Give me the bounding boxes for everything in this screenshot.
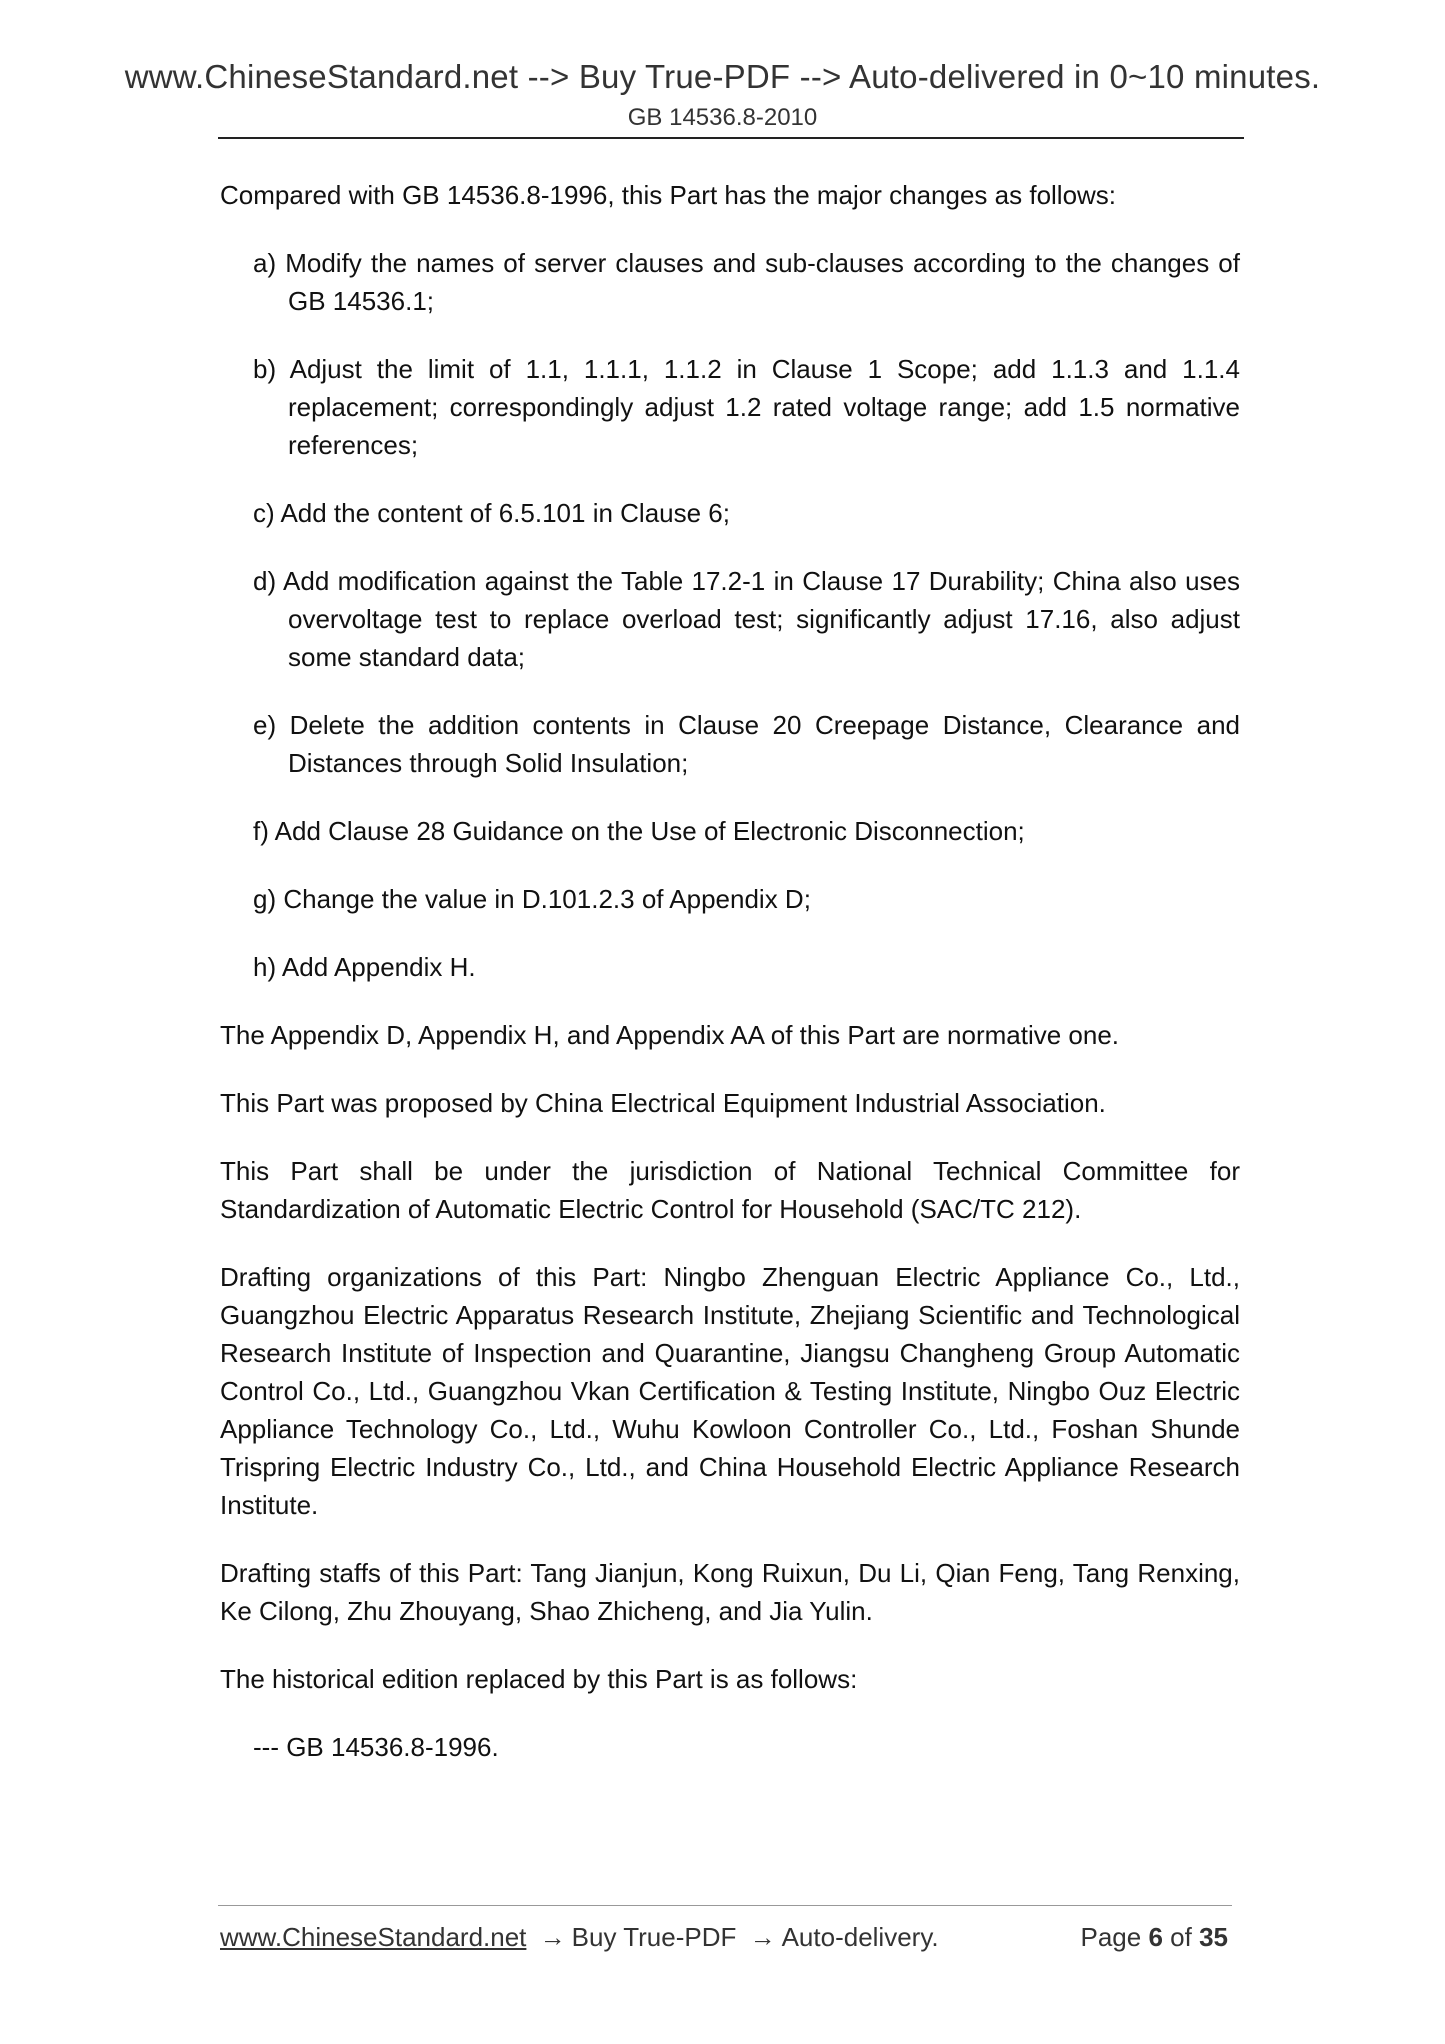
change-item-c: c) Add the content of 6.5.101 in Clause 6; bbox=[253, 498, 730, 528]
site-link[interactable]: www.ChineseStandard.net bbox=[220, 1922, 527, 1952]
historical-edition: --- GB 14536.8-1996. bbox=[253, 1732, 499, 1762]
historical-intro: The historical edition replaced by this Part is as follows: bbox=[220, 1664, 858, 1694]
change-item-a: a) Modify the names of server clauses and sub-clauses according to the changes of GB 14536.1; bbox=[253, 248, 1240, 316]
change-item-f: f) Add Clause 28 Guidance on the Use of Electronic Disconnection; bbox=[253, 816, 1025, 846]
header-banner: www.ChineseStandard.net --> Buy True-PDF --> Auto-delivered in 0~10 minutes. bbox=[124, 58, 1321, 95]
current-page: 6 bbox=[1148, 1922, 1163, 1952]
page-of: of bbox=[1170, 1922, 1192, 1952]
appendix-note: The Appendix D, Appendix H, and Appendix AA of this Part are normative one. bbox=[220, 1020, 1120, 1050]
header-divider bbox=[218, 137, 1244, 139]
arrow-right-icon: → bbox=[749, 1922, 776, 1952]
drafting-staff: Drafting staffs of this Part: Tang Jianjun, Kong Ruixun, Du Li, Qian Feng, Tang Renxing, Ke Cilong, Zhu Zhouyang, Shao Zhicheng, and Jia Yulin. bbox=[220, 1558, 1240, 1626]
document-body bbox=[220, 176, 1240, 1766]
proposed-by: This Part was proposed by China Electrical Equipment Industrial Association. bbox=[220, 1088, 1106, 1118]
arrow-right-icon: → bbox=[539, 1922, 566, 1952]
change-item-b: b) Adjust the limit of 1.1, 1.1.1, 1.1.2 in Clause 1 Scope; add 1.1.3 and 1.1.4 replacement; correspondingly adjust 1.2 rated voltage range; add 1.5 normative references; bbox=[253, 354, 1240, 460]
change-item-d: d) Add modification against the Table 17.2-1 in Clause 17 Durability; China also uses overvoltage test to replace overload test; significantly adjust 17.16, also adjust some standard data; bbox=[253, 566, 1240, 672]
footer-divider bbox=[218, 1905, 1232, 1906]
drafting-organizations: Drafting organizations of this Part: Ningbo Zhenguan Electric Appliance Co., Ltd., Guangzhou Electric Apparatus Research Institute, Zhejiang Scientific and Technological Research Institute of Inspection and Quarantine, Jiangsu Changheng Group Automatic Control Co., Ltd., Guangzhou Vkan Certification & Testing Institute, Ningbo Ouz Electric Appliance Technology Co., Ltd., Wuhu Kowloon Controller Co., Ltd., Foshan Shunde Trispring Electric Industry Co., Ltd., and China Household Electric Appliance Research Institute. bbox=[220, 1262, 1240, 1520]
change-item-e: e) Delete the addition contents in Clause 20 Creepage Distance, Clearance and Distances through Solid Insulation; bbox=[253, 710, 1240, 778]
changes-intro: Compared with GB 14536.8-1996, this Part has the major changes as follows: bbox=[220, 180, 1117, 210]
change-item-h: h) Add Appendix H. bbox=[253, 952, 476, 982]
page-label: Page bbox=[1080, 1922, 1142, 1952]
standard-number: GB 14536.8-2010 bbox=[627, 104, 818, 131]
footer-links bbox=[220, 1922, 939, 1953]
total-pages: 35 bbox=[1199, 1922, 1228, 1952]
change-item-g: g) Change the value in D.101.2.3 of Appendix D; bbox=[253, 884, 811, 914]
jurisdiction: This Part shall be under the jurisdiction of National Technical Committee for Standardization of Automatic Electric Control for Household (SAC/TC 212). bbox=[220, 1156, 1240, 1224]
buy-text: Buy True-PDF bbox=[571, 1922, 737, 1952]
page-number bbox=[1080, 1922, 1228, 1953]
delivery-text: Auto-delivery. bbox=[781, 1922, 939, 1952]
